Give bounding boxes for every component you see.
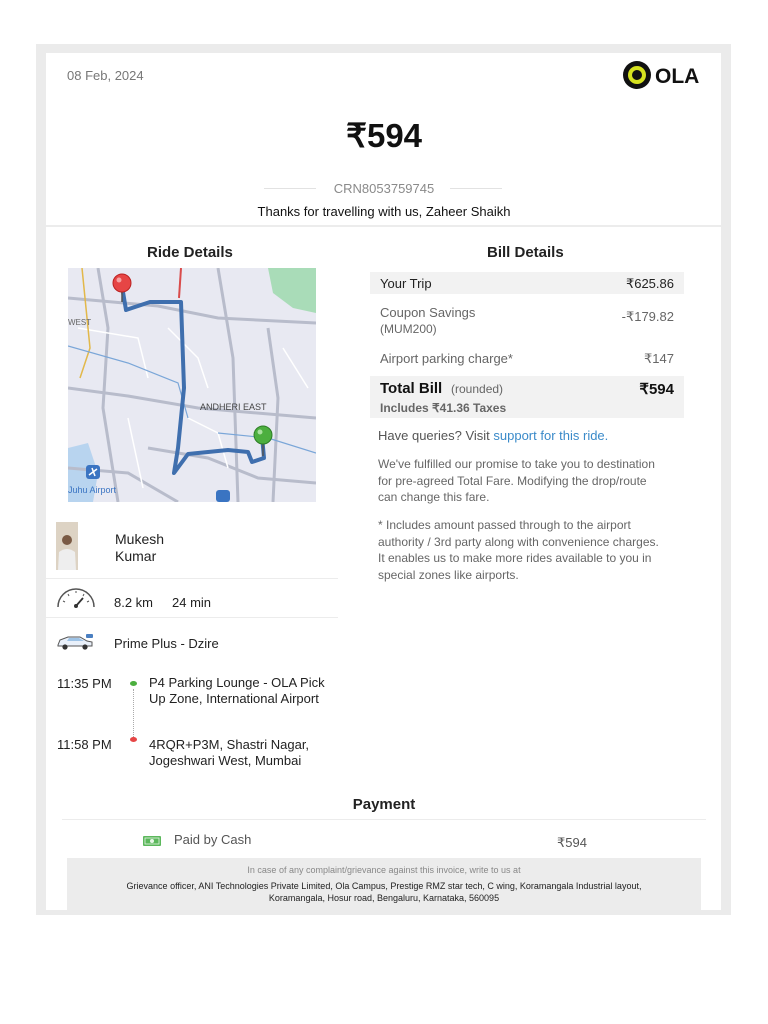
pickup-dot-icon bbox=[130, 681, 137, 686]
airport-charge-note: * Includes amount passed through to the airport authority / 3rd party along with convenience charges. It enables us to make more rides available to you in special zones like airports. bbox=[378, 518, 659, 582]
queries-text: Have queries? Visit bbox=[378, 428, 490, 443]
ride-details-title: Ride Details bbox=[147, 244, 233, 261]
payment-method: Paid by Cash bbox=[174, 832, 252, 847]
car-icon bbox=[56, 633, 94, 651]
total-value: ₹594 bbox=[639, 381, 674, 398]
speedometer-icon bbox=[55, 587, 97, 609]
ola-logo bbox=[622, 60, 704, 90]
route-map[interactable] bbox=[68, 268, 316, 502]
fare-promise: We've fulfilled our promise to take you to destination for pre-agreed Total Fare. Modifying the drop/route can change this fare. bbox=[378, 457, 655, 504]
bill-label: Coupon Savings bbox=[380, 305, 476, 320]
driver-name bbox=[115, 531, 235, 565]
support-link[interactable]: support for this ride. bbox=[493, 428, 609, 443]
grievance-intro: In case of any complaint/grievance against this invoice, write to us at bbox=[247, 865, 521, 875]
drop-address: 4RQR+P3M, Shastri Nagar, Jogeshwari West, Mumbai bbox=[149, 737, 310, 768]
drop-dot-icon bbox=[130, 737, 137, 742]
bill-row-parking bbox=[370, 349, 684, 369]
cash-icon bbox=[143, 836, 161, 846]
bill-value: -₹179.82 bbox=[621, 309, 674, 324]
total-note: (rounded) bbox=[451, 382, 504, 396]
pickup-address: P4 Parking Lounge - OLA Pick Up Zone, International Airport bbox=[149, 675, 325, 706]
bill-value: ₹147 bbox=[644, 351, 674, 366]
header-divider bbox=[46, 225, 721, 227]
trip-distance: 8.2 km bbox=[114, 595, 154, 610]
bill-row-coupon bbox=[370, 303, 684, 343]
thanks-message: Thanks for travelling with us, Zaheer Shaikh bbox=[257, 204, 511, 219]
payment-divider bbox=[62, 819, 706, 820]
bill-details-title: Bill Details bbox=[487, 244, 564, 261]
map-label-airport: Juhu Airport bbox=[68, 485, 117, 495]
map-label-west: WEST bbox=[68, 318, 92, 327]
car-category: Prime Plus - Dzire bbox=[114, 636, 219, 651]
total-label: Total Bill bbox=[380, 380, 443, 397]
route-connector bbox=[133, 689, 134, 737]
brand-name: OLA bbox=[655, 65, 700, 88]
driver-first-name: Mukesh bbox=[115, 531, 165, 547]
ride-divider-2 bbox=[46, 617, 338, 618]
bill-label: Airport parking charge* bbox=[380, 351, 513, 366]
bill-value: ₹625.86 bbox=[625, 276, 674, 291]
pickup-time: 11:35 PM bbox=[57, 676, 112, 691]
driver-avatar bbox=[56, 522, 78, 570]
bill-row-trip bbox=[370, 272, 684, 294]
grievance-footer bbox=[67, 858, 701, 910]
total-amount: ₹594 bbox=[345, 117, 423, 154]
ride-divider bbox=[46, 578, 338, 579]
drop-time: 11:58 PM bbox=[57, 737, 112, 752]
crn-number: CRN8053759745 bbox=[333, 181, 435, 196]
airport-icon-2 bbox=[216, 490, 230, 502]
payment-title: Payment bbox=[352, 796, 416, 813]
bill-row-total bbox=[370, 376, 684, 418]
grievance-address: Grievance officer, ANI Technologies Private Limited, Ola Campus, Prestige RMZ star tech, C wing, Koramangala Industrial layout, Koramangala, Hosur road, Bengaluru, Karnataka, 560095 bbox=[126, 881, 642, 903]
bill-label: Your Trip bbox=[380, 276, 432, 291]
invoice-date: 08 Feb, 2024 bbox=[67, 68, 144, 83]
driver-last-name: Kumar bbox=[115, 548, 157, 564]
queries-line bbox=[378, 428, 608, 443]
coupon-code: (MUM200) bbox=[380, 322, 437, 336]
map-label-area: ANDHERI EAST bbox=[200, 402, 267, 412]
trip-duration: 24 min bbox=[172, 595, 212, 610]
payment-amount: ₹594 bbox=[557, 835, 587, 850]
taxes-note: Includes ₹41.36 Taxes bbox=[380, 401, 507, 415]
